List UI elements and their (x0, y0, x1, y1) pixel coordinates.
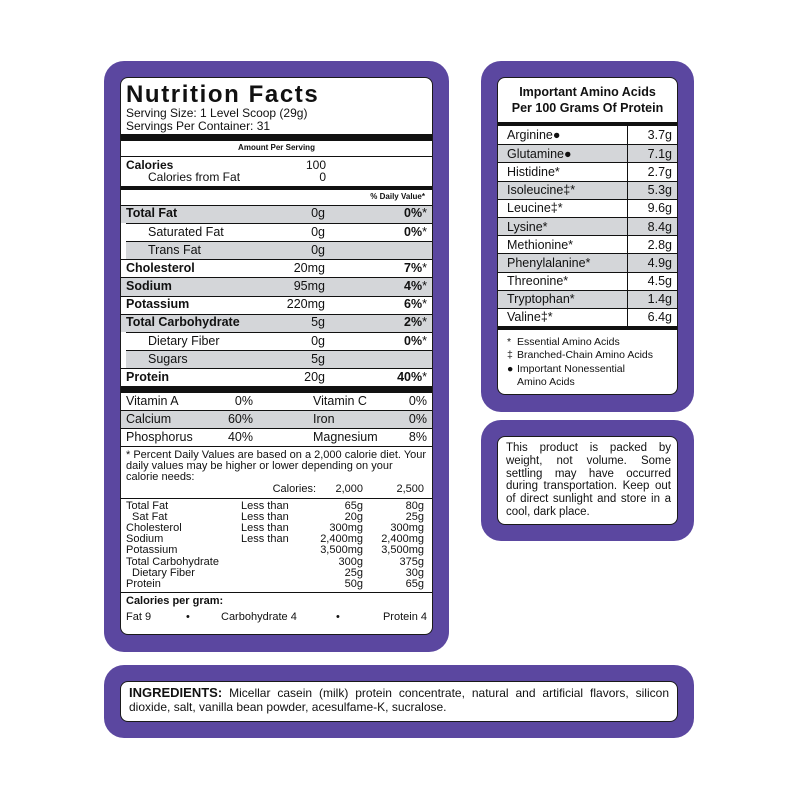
dv-nutrient-name: Total Fat (126, 499, 169, 512)
amino-name: Leucine‡* (507, 201, 563, 216)
dv-nutrient-name: Cholesterol (126, 522, 182, 535)
amino-value: 9.6g (627, 200, 672, 217)
amino-name: Arginine● (507, 128, 561, 143)
nutrient-amount: 5g (311, 351, 325, 366)
nutrient-dv-star: * (422, 260, 427, 275)
nutrient-row (121, 277, 432, 295)
nutrient-dv-star: * (422, 206, 427, 221)
dv-value-2500: 25g (405, 510, 424, 523)
amino-value: 8.4g (627, 218, 672, 235)
amino-legend (498, 330, 677, 390)
amino-value: 7.1g (627, 145, 672, 162)
nutrition-facts-title: Nutrition Facts (126, 81, 320, 108)
amino-row (498, 308, 677, 326)
nutrient-amount: 95mg (293, 279, 325, 294)
nutrient-dv-percent: 0% (404, 206, 423, 221)
amino-title-line2: Per 100 Grams Of Protein (511, 100, 664, 115)
nutrient-row (126, 350, 432, 368)
amino-value: 5.3g (627, 182, 672, 199)
divider (121, 134, 432, 141)
amino-legend-symbol (507, 376, 517, 389)
nutrient-daily-value (325, 226, 427, 240)
nutrient-name: Saturated Fat (148, 224, 224, 239)
amino-name: Histidine* (507, 164, 560, 179)
nutrient-dv-percent: 0% (404, 224, 423, 239)
amino-value: 1.4g (627, 291, 672, 308)
nutrient-amount: 220mg (286, 297, 325, 312)
amino-legend-item (507, 336, 677, 349)
dv-value-2000: 300g (338, 555, 363, 568)
nutrient-row (126, 223, 432, 241)
nutrient-daily-value (325, 371, 427, 385)
dv-table-row (126, 568, 427, 579)
dv-qualifier: Less than (241, 499, 289, 512)
dv-value-2500: 375g (399, 555, 424, 568)
amino-name: Phenylalanine* (507, 255, 591, 270)
dv-reference-table (126, 501, 427, 591)
amino-name: Isoleucine‡* (507, 183, 576, 198)
nutrient-row (121, 314, 432, 332)
nutrient-dv-percent: 40% (397, 370, 423, 384)
dv-nutrient-name: Dietary Fiber (132, 566, 195, 579)
nutrient-dv-star: * (422, 370, 427, 384)
dv-qualifier (241, 557, 311, 568)
dv-value-2500: 30g (405, 566, 424, 579)
dv-value-2500: 65g (405, 578, 424, 591)
dv-qualifier: Less than (241, 533, 289, 546)
amino-value: 2.8g (627, 236, 672, 253)
nutrient-daily-value (325, 298, 427, 312)
nutrient-table (126, 205, 427, 387)
cpg-fat: Fat 9 (126, 611, 152, 624)
nutrient-row (121, 205, 432, 223)
dv-value-2000: 25g (344, 566, 363, 579)
vitamin-table (126, 393, 427, 447)
amino-row (498, 217, 677, 235)
amino-name: Valine‡* (507, 310, 553, 325)
amino-row (498, 235, 677, 253)
nutrient-amount: 0g (311, 206, 325, 221)
amino-row (498, 290, 677, 308)
dv-value-2500: 2,400mg (381, 533, 424, 546)
amino-name: Lysine* (507, 219, 548, 234)
amino-legend-symbol: ‡ (507, 349, 513, 362)
nutrient-daily-value (325, 316, 427, 330)
dv-qualifier (241, 545, 311, 556)
nutrient-name: Sodium (126, 279, 172, 294)
nutrient-dv-percent: 2% (404, 315, 423, 330)
nutrition-facts-panel (104, 61, 449, 652)
nutrient-name: Cholesterol (126, 260, 195, 275)
ingredients-box (120, 681, 678, 722)
calories-from-fat-label: Calories from Fat (148, 170, 241, 185)
vitamin-name: Magnesium (313, 430, 378, 445)
amino-row (498, 253, 677, 271)
dv-calories-2500: 2,500 (396, 483, 424, 496)
nutrient-daily-value (325, 280, 427, 294)
dv-nutrient-name: Sodium (126, 533, 164, 546)
servings-per-container: Servings Per Container: 31 (126, 118, 271, 133)
vitamin-percent: 0% (408, 412, 427, 427)
nutrient-name: Dietary Fiber (148, 333, 220, 348)
amino-acids-box (497, 77, 678, 395)
amino-value: 3.7g (627, 126, 672, 144)
serving-size: Serving Size: 1 Level Scoop (29g) (126, 106, 308, 120)
nutrient-dv-star: * (422, 315, 427, 330)
dv-qualifier (241, 579, 311, 590)
storage-notice-text: This product is packed by weight, not volume. Some settling may have occurred during transportation. Keep out of direct sunlight and store in a cool, dark place. (497, 436, 678, 525)
nutrient-row (121, 259, 432, 277)
amino-value: 6.4g (627, 309, 672, 326)
amino-row (498, 162, 677, 180)
amino-acids-title (498, 78, 677, 122)
vitamin-name: Phosphorus (126, 430, 193, 445)
dv-table-header (126, 484, 427, 495)
nutrient-amount: 0g (311, 242, 325, 257)
dv-calories-2000: 2,000 (335, 483, 363, 496)
nutrient-dv-percent: 6% (404, 297, 423, 312)
nutrient-row (121, 368, 432, 386)
amino-legend-symbol: ● (507, 362, 514, 375)
calories-label: Calories (126, 157, 174, 172)
amino-acids-panel (481, 61, 694, 412)
nutrient-dv-percent: 0% (404, 333, 423, 348)
nutrition-facts-label (120, 77, 433, 635)
vitamin-row (121, 393, 432, 411)
cpg-bullet: • (186, 611, 190, 624)
nutrient-amount: 20mg (293, 260, 325, 275)
vitamin-row (121, 411, 432, 429)
vitamin-percent: 40% (227, 430, 253, 445)
amino-legend-text: Amino Acids (517, 376, 575, 389)
amino-name: Threonine* (507, 274, 569, 289)
dv-qualifier: Less than (241, 522, 289, 535)
ingredients-label: INGREDIENTS: (129, 685, 223, 700)
calories-value: 100 (305, 157, 326, 172)
calories-row (126, 157, 427, 172)
vitamin-percent: 60% (227, 412, 253, 427)
dv-value-2000: 300mg (329, 522, 363, 535)
vitamin-name: Vitamin A (126, 394, 179, 409)
calories-per-gram-title: Calories per gram: (126, 595, 224, 608)
nutrient-dv-star: * (422, 224, 427, 239)
dv-table-row (126, 579, 427, 590)
vitamin-percent: 0% (234, 394, 253, 409)
dv-qualifier (241, 568, 311, 579)
calories-per-gram-row (126, 607, 427, 623)
nutrient-name: Sugars (148, 351, 188, 366)
amino-value: 4.5g (627, 273, 672, 290)
calories-from-fat-value: 0 (319, 170, 326, 185)
amino-legend-item (507, 376, 677, 389)
amino-row (498, 199, 677, 217)
nutrient-dv-star: * (422, 297, 427, 312)
dv-value-2000: 2,400mg (320, 533, 363, 546)
amino-name: Glutamine● (507, 146, 572, 161)
amino-legend-symbol: * (507, 336, 512, 349)
nutrient-name: Protein (126, 370, 170, 384)
dv-nutrient-name: Sat Fat (132, 510, 168, 523)
vitamin-name: Iron (313, 412, 335, 427)
ingredients-panel (104, 665, 694, 738)
amino-row (498, 126, 677, 144)
dv-value-2500: 80g (405, 499, 424, 512)
amino-row (498, 144, 677, 162)
amino-name: Methionine* (507, 237, 574, 252)
dv-value-2000: 3,500mg (320, 544, 363, 557)
daily-value-header: % Daily Value* (370, 191, 425, 201)
nutrient-daily-value (325, 262, 427, 276)
nutrient-amount: 5g (311, 315, 325, 330)
vitamin-percent: 8% (408, 430, 427, 445)
dv-calories-label: Calories: (272, 483, 316, 496)
amino-legend-text: Branched-Chain Amino Acids (517, 349, 653, 362)
dv-qualifier: Less than (241, 510, 289, 523)
nutrient-row (126, 241, 432, 259)
nutrient-row (126, 332, 432, 350)
amino-title-line1: Important Amino Acids (519, 85, 656, 99)
nutrient-name: Total Carbohydrate (126, 315, 240, 330)
amino-legend-item (507, 363, 677, 376)
cpg-protein: Protein 4 (382, 611, 427, 624)
nutrient-daily-value (325, 335, 427, 349)
dv-value-2000: 20g (344, 510, 363, 523)
dv-nutrient-name: Total Carbohydrate (126, 555, 219, 568)
nutrient-name: Trans Fat (148, 242, 202, 257)
dv-table-row (126, 545, 427, 556)
amino-legend-text: Important Nonessential (517, 362, 625, 375)
daily-value-footnote: * Percent Daily Values are based on a 2,000 calorie diet. Your daily values may be higher or lower depending on your calorie needs: (126, 449, 427, 484)
divider (121, 386, 432, 393)
nutrient-amount: 20g (304, 370, 325, 384)
amino-row (498, 272, 677, 290)
amount-per-serving: Amount Per Serving (238, 143, 315, 152)
amino-acids-table (498, 126, 677, 326)
dv-value-2500: 3,500mg (381, 544, 424, 557)
cpg-carbohydrate: Carbohydrate 4 (221, 611, 297, 624)
vitamin-name: Calcium (126, 412, 172, 427)
ingredients-text: Micellar casein (milk) protein concentrate, natural and artificial flavors, silicon dioxide, salt, vanilla bean powder, acesulfame-K, sucralose. (129, 686, 669, 714)
nutrient-amount: 0g (311, 224, 325, 239)
dv-value-2500: 300mg (390, 522, 424, 535)
nutrient-row (121, 296, 432, 314)
dv-nutrient-name: Protein (126, 578, 161, 591)
nutrient-amount: 0g (311, 333, 325, 348)
amino-value: 2.7g (627, 163, 672, 180)
nutrient-dv-percent: 4% (404, 279, 423, 294)
dv-nutrient-name: Potassium (126, 544, 178, 557)
calories-from-fat-row (126, 171, 427, 186)
nutrient-dv-star: * (422, 333, 427, 348)
amino-value: 4.9g (627, 254, 672, 271)
amino-legend-item (507, 349, 677, 362)
amino-row (498, 181, 677, 199)
nutrient-daily-value (325, 207, 427, 221)
vitamin-percent: 0% (408, 394, 427, 409)
nutrient-name: Total Fat (126, 206, 178, 221)
amino-legend-text: Essential Amino Acids (517, 336, 620, 349)
nutrient-dv-star: * (422, 279, 427, 294)
vitamin-row (121, 429, 432, 447)
vitamin-name: Vitamin C (313, 394, 367, 409)
amino-name: Tryptophan* (507, 292, 575, 307)
nutrient-name: Potassium (126, 297, 190, 312)
dv-value-2000: 65g (344, 499, 363, 512)
cpg-bullet: • (336, 611, 340, 624)
storage-notice-panel (481, 420, 694, 541)
nutrient-dv-percent: 7% (404, 260, 423, 275)
divider (121, 498, 432, 499)
dv-value-2000: 50g (344, 578, 363, 591)
